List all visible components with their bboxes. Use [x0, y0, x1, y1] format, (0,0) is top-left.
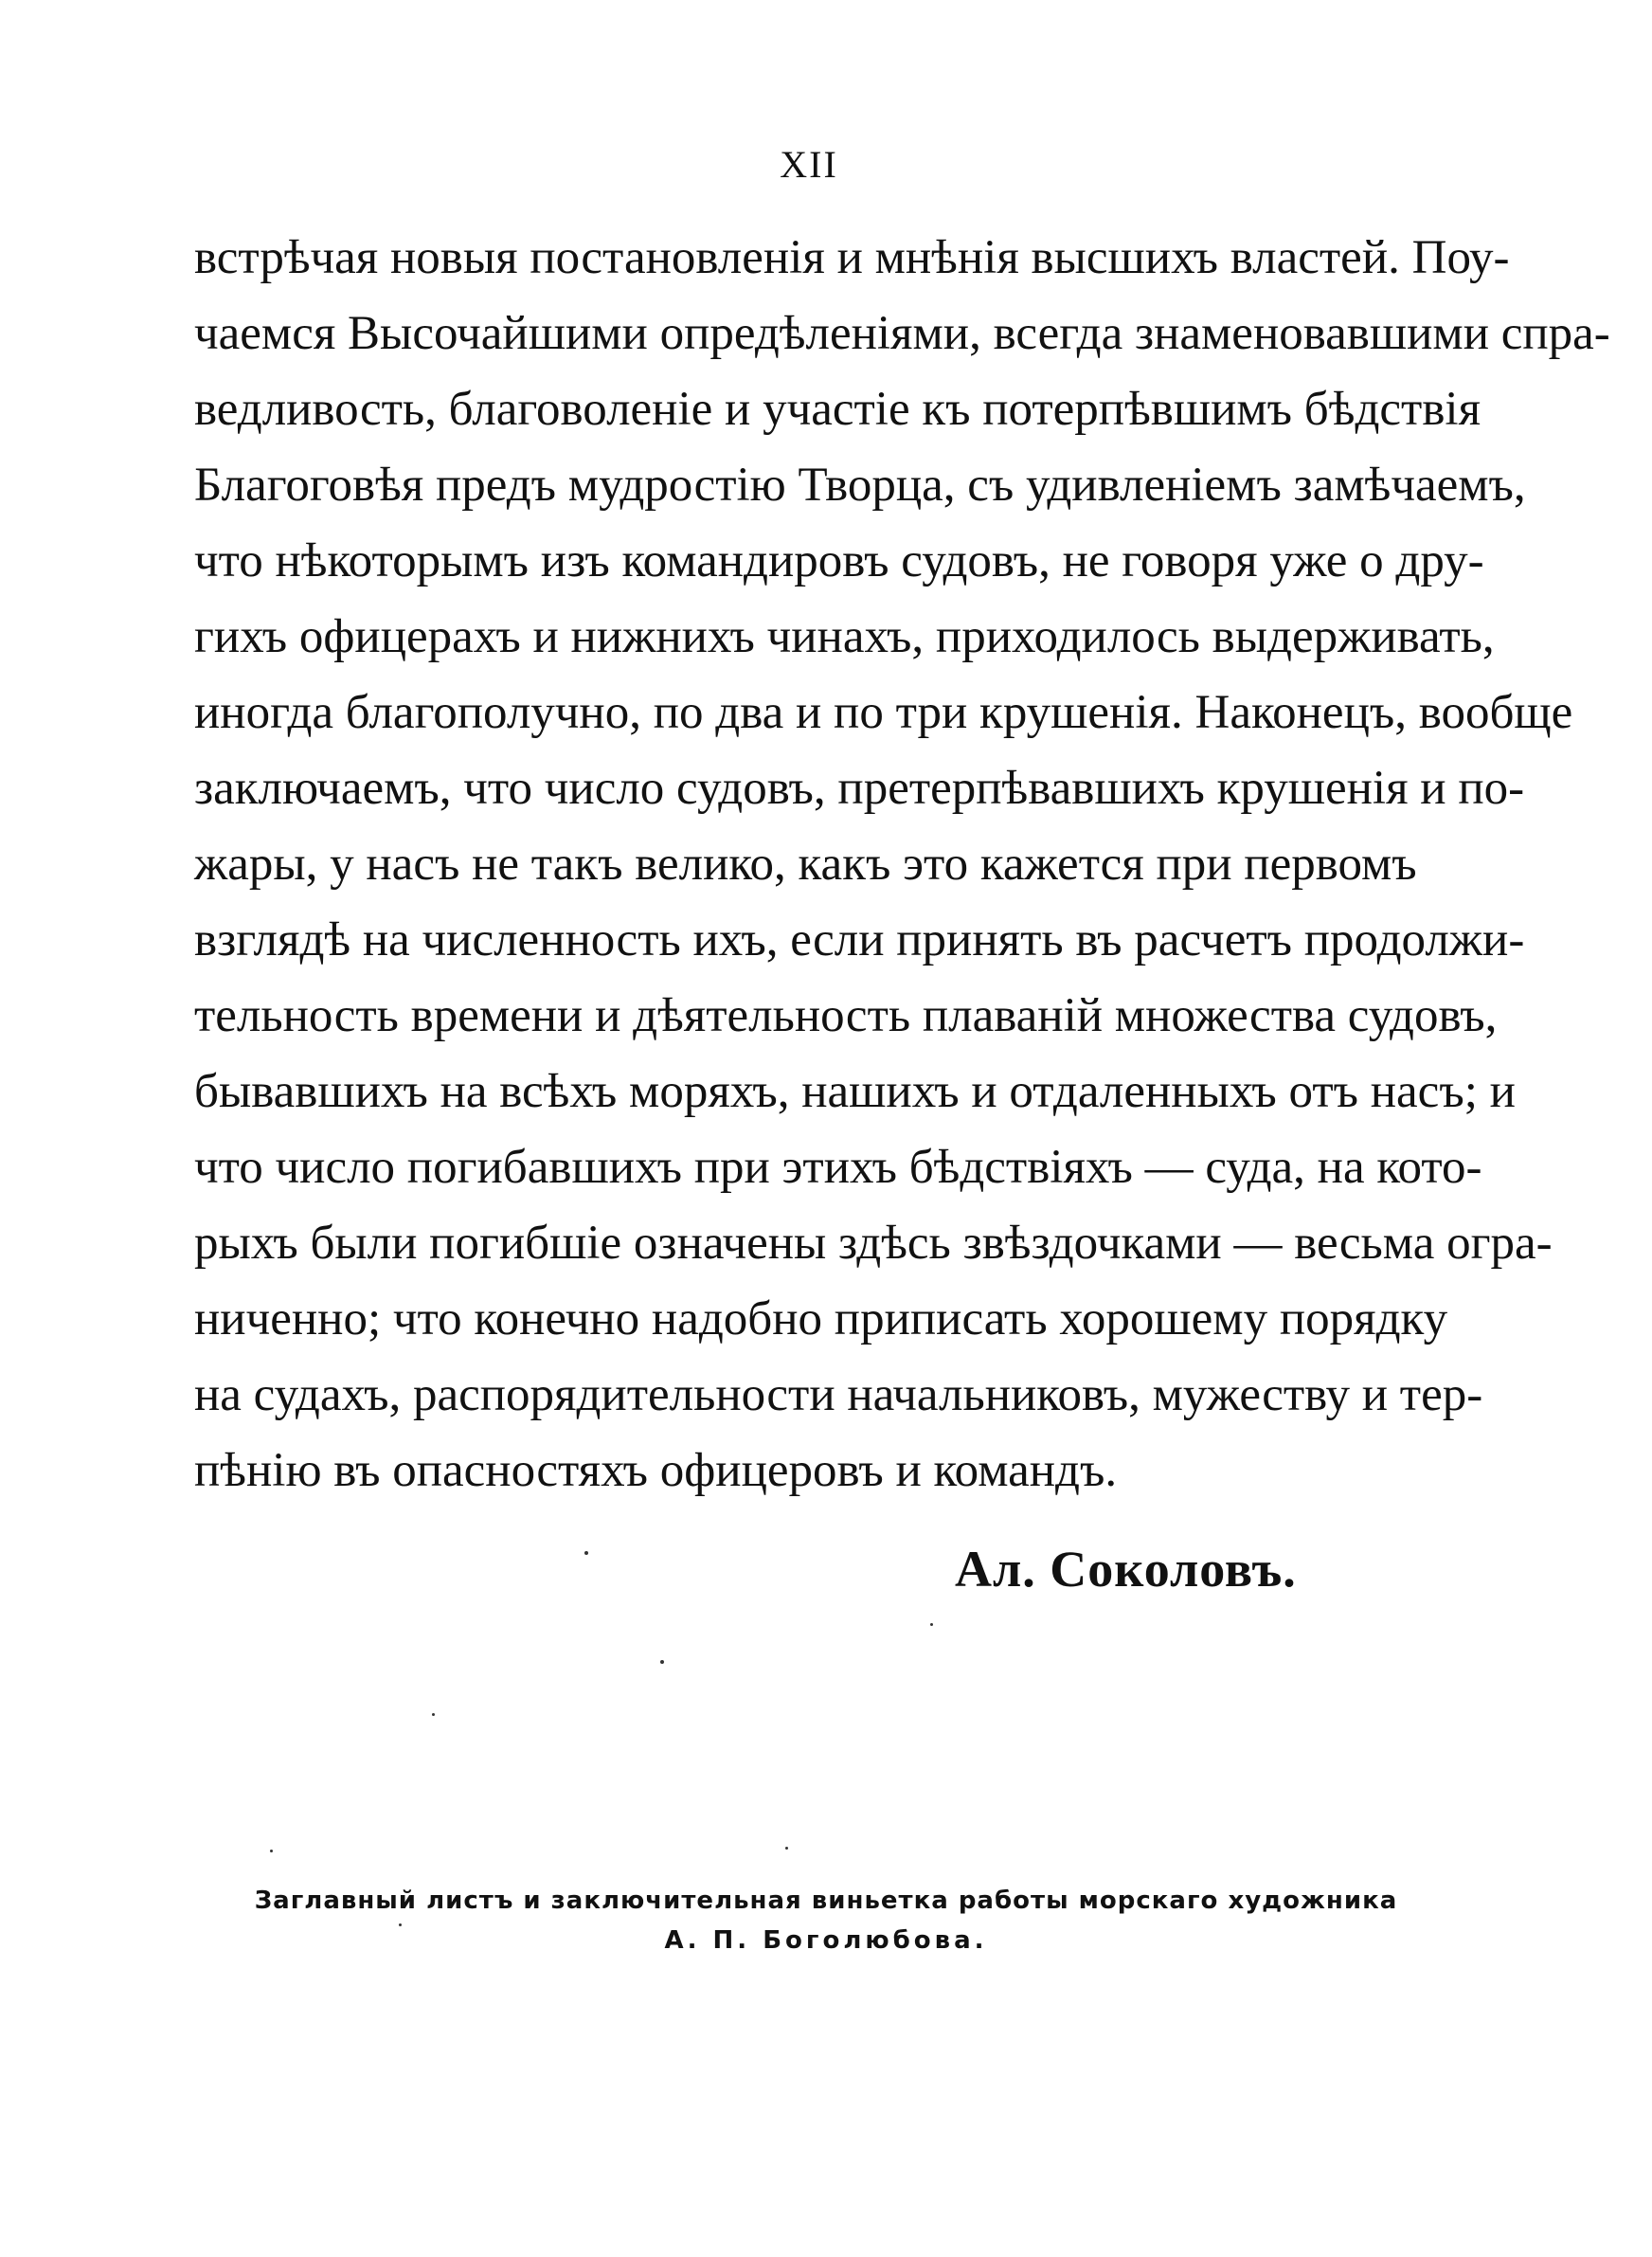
text-line: гихъ офицерахъ и нижнихъ чинахъ, приходилось выдерживать, [194, 610, 1495, 663]
text-line: жары, у насъ не такъ велико, какъ это кажется при первомъ [194, 838, 1417, 891]
text-line: что нѣкоторымъ изъ командировъ судовъ, не говоря уже о дру- [194, 534, 1484, 587]
text-line: чаемся Высочайшими опредѣленіями, всегда знаменовавшими спра- [194, 307, 1610, 360]
page-number: XII [780, 143, 838, 186]
text-line: встрѣчая новыя постановленія и мнѣнія высшихъ властей. Поу- [194, 231, 1510, 284]
scan-speck [399, 1923, 402, 1926]
body-text [194, 220, 1610, 1508]
credit-artist-name: А. П. Боголюбова. [664, 1926, 988, 1955]
text-line: что число погибавшихъ при этихъ бѣдствіяхъ — суда, на кото- [194, 1141, 1482, 1194]
text-line: ниченно; что конечно надобно приписать хорошему порядку [194, 1292, 1448, 1345]
scan-speck [432, 1713, 435, 1716]
text-line: заключаемъ, что число судовъ, претерпѣвавшихъ крушенія и по- [194, 762, 1525, 815]
scan-speck [660, 1660, 664, 1664]
credit-line: Заглавный листъ и заключительная виньетка работы морскаго художника [254, 1887, 1398, 1915]
illustration-credit [0, 1881, 1652, 1960]
text-line: бывавшихъ на всѣхъ моряхъ, нашихъ и отдаленныхъ отъ насъ; и [194, 1065, 1516, 1118]
scan-speck [785, 1847, 788, 1850]
text-line: тельность времени и дѣятельность плаваній множества судовъ, [194, 989, 1498, 1042]
author-signature: Ал. Соколовъ. [955, 1541, 1297, 1598]
scan-speck [270, 1850, 273, 1852]
text-line: пѣнію въ опасностяхъ офицеровъ и командъ. [194, 1444, 1118, 1497]
text-line: Благоговѣя предъ мудростію Творца, съ удивленіемъ замѣчаемъ, [194, 459, 1526, 512]
scan-speck [930, 1623, 933, 1626]
text-line: на судахъ, распорядительности начальниковъ, мужеству и тер- [194, 1368, 1483, 1421]
text-line: рыхъ были погибшіе означены здѣсь звѣздочками — весьма огра- [194, 1217, 1553, 1270]
text-line: ведливость, благоволеніе и участіе къ потерпѣвшимъ бѣдствія [194, 383, 1481, 436]
text-line: взглядѣ на численность ихъ, если принять въ расчетъ продолжи- [194, 913, 1525, 966]
scan-speck [584, 1551, 588, 1555]
text-line: иногда благополучно, по два и по три крушенія. Наконецъ, вообще [194, 686, 1573, 739]
